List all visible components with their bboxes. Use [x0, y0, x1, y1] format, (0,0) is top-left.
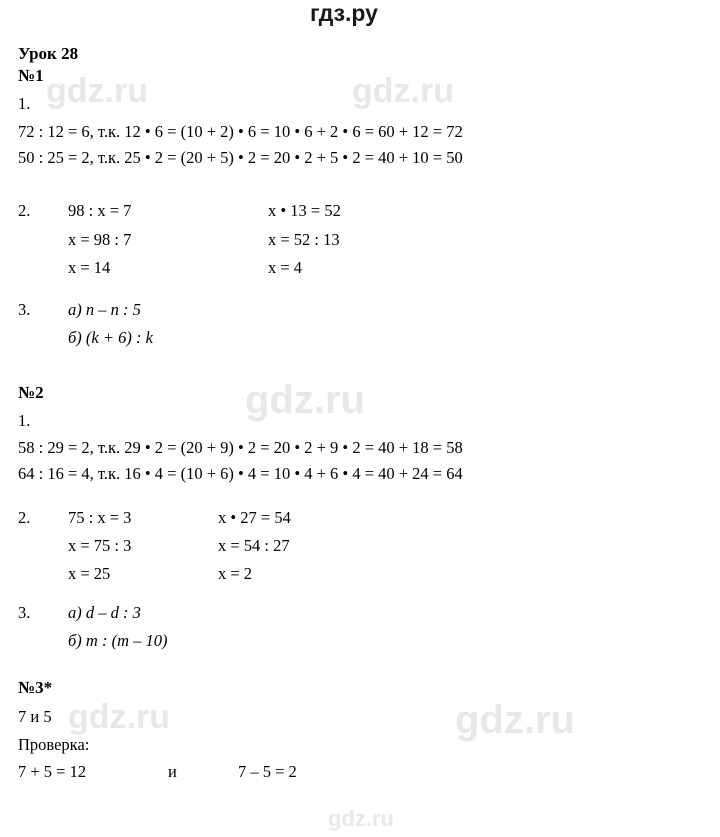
check-conjunction: и: [168, 762, 177, 781]
equation-line: 98 : х = 7: [68, 201, 132, 220]
answer-line: 7 и 5: [18, 707, 52, 726]
watermark: gdz.ru: [46, 72, 148, 110]
equation-line: х • 13 = 52: [268, 201, 341, 220]
watermark: gdz.ru: [455, 698, 575, 742]
equation-line: х = 52 : 13: [268, 230, 340, 249]
equation-line: 75 : х = 3: [68, 508, 132, 527]
equation-line: х = 4: [268, 258, 303, 277]
page-title: Урок 28: [18, 44, 79, 63]
check-right: 7 – 5 = 2: [238, 762, 297, 781]
expression-line: б) m : (m – 10): [68, 631, 168, 650]
item-number: 1.: [18, 411, 31, 430]
item-number: 1.: [18, 94, 31, 113]
equation-line: х = 54 : 27: [218, 536, 290, 555]
solution-line: 58 : 29 = 2, т.к. 29 • 2 = (20 + 9) • 2 = 20 • 2 + 9 • 2 = 40 + 18 = 58: [18, 438, 463, 457]
expression-line: б) (k + 6) : k: [68, 328, 153, 347]
expression-line: а) n – n : 5: [68, 300, 141, 319]
equation-line: х = 2: [218, 564, 253, 583]
solution-line: 50 : 25 = 2, т.к. 25 • 2 = (20 + 5) • 2 = 20 • 2 + 5 • 2 = 40 + 10 = 50: [18, 148, 463, 167]
item-number: 2.: [18, 201, 31, 220]
task-heading-3: №3*: [18, 678, 53, 697]
equation-line: х = 98 : 7: [68, 230, 132, 249]
watermark: gdz.ru: [328, 806, 394, 831]
site-logo: гдз.ру: [310, 0, 378, 26]
expression-line: а) d – d : 3: [68, 603, 141, 622]
check-label: Проверка:: [18, 735, 90, 754]
task-heading-1: №1: [18, 66, 44, 85]
solution-line: 72 : 12 = 6, т.к. 12 • 6 = (10 + 2) • 6 = 10 • 6 + 2 • 6 = 60 + 12 = 72: [18, 122, 463, 141]
task-heading-2: №2: [18, 383, 44, 402]
watermark: gdz.ru: [245, 378, 365, 422]
item-number: 2.: [18, 508, 31, 527]
solution-line: 64 : 16 = 4, т.к. 16 • 4 = (10 + 6) • 4 = 10 • 4 + 6 • 4 = 40 + 24 = 64: [18, 464, 463, 483]
equation-line: х = 25: [68, 564, 111, 583]
watermark: gdz.ru: [352, 72, 454, 110]
check-left: 7 + 5 = 12: [18, 762, 87, 781]
equation-line: х = 14: [68, 258, 111, 277]
equation-line: х = 75 : 3: [68, 536, 132, 555]
item-number: 3.: [18, 300, 31, 319]
equation-line: х • 27 = 54: [218, 508, 291, 527]
watermark: gdz.ru: [68, 698, 170, 736]
item-number: 3.: [18, 603, 31, 622]
